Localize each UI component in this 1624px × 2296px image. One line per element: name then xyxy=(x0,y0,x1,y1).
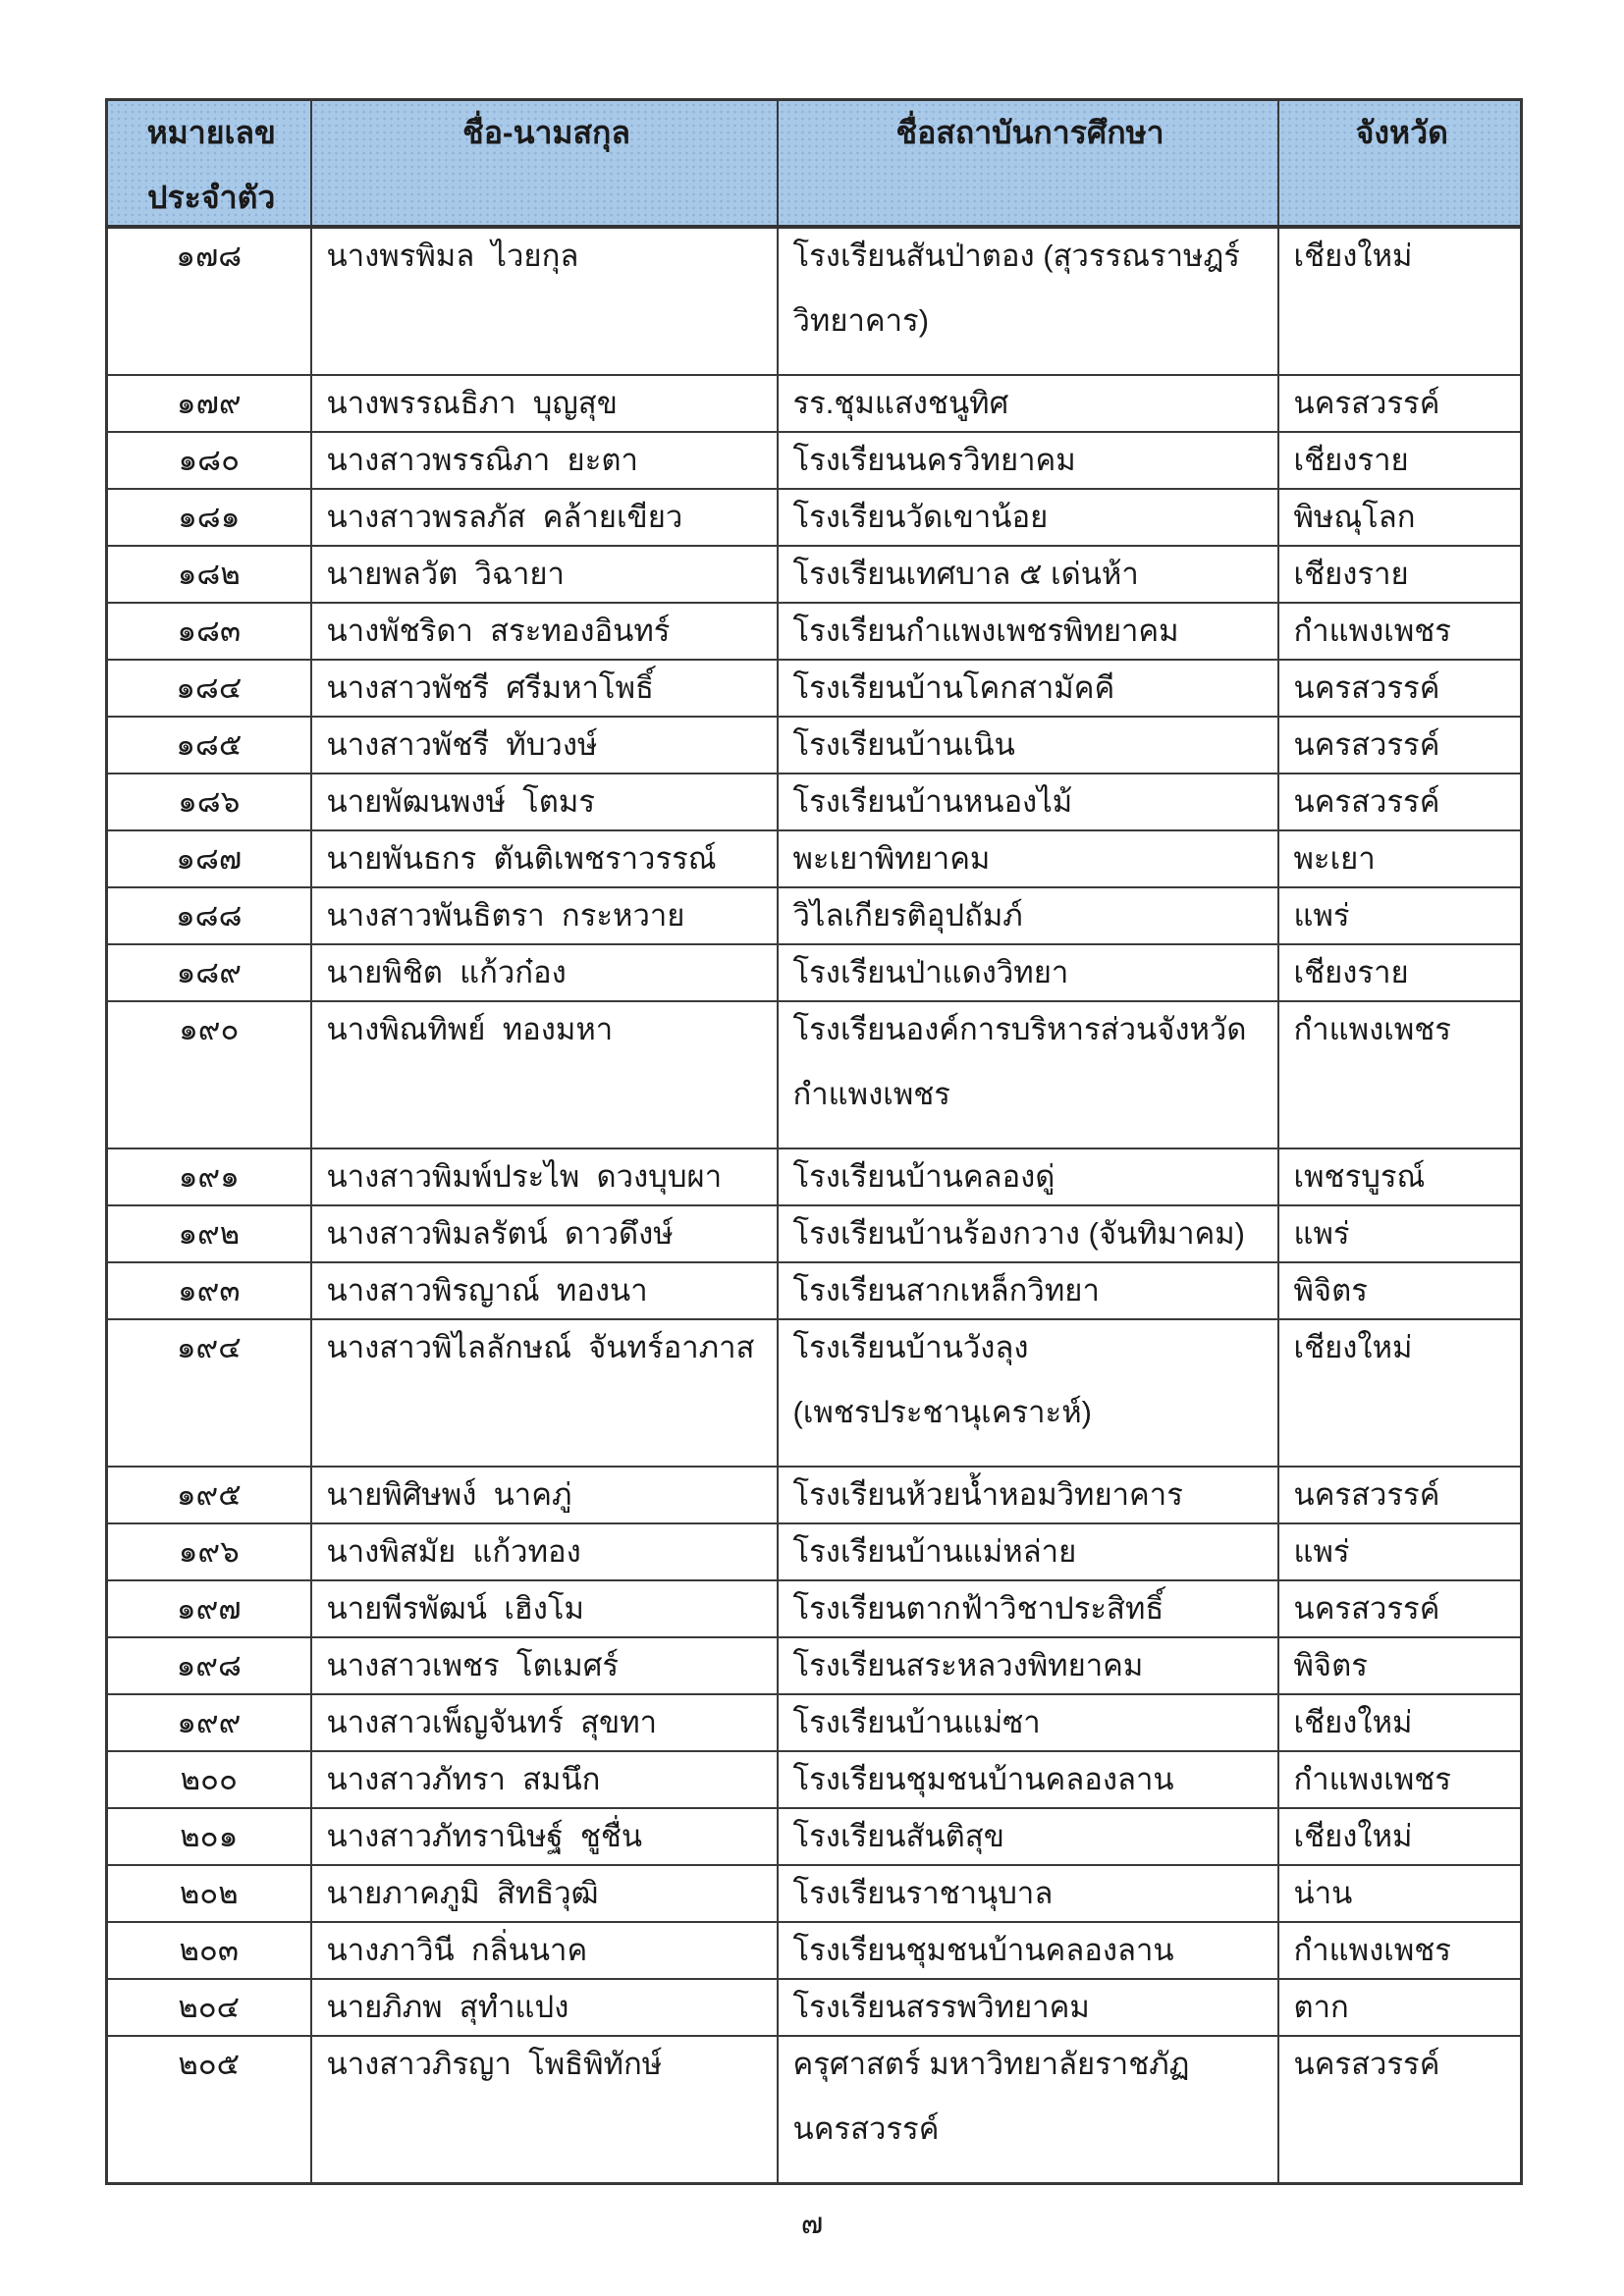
institution-cell xyxy=(778,660,1278,717)
cell-line: ๑๘๗ xyxy=(176,841,243,876)
name-cell xyxy=(311,546,778,603)
cell-line: แพร่ xyxy=(1293,1534,1350,1569)
province-cell xyxy=(1278,717,1522,774)
name-cell xyxy=(311,1205,778,1262)
id-cell xyxy=(107,1580,311,1637)
cell-line: ตาก xyxy=(1293,1990,1349,2024)
id-cell xyxy=(107,432,311,489)
cell-line: โรงเรียนบ้านร้องกวาง (จันทิมาคม) xyxy=(792,1216,1246,1251)
cell-line: นายภิภพ สุทำแปง xyxy=(326,1990,569,2024)
table-row xyxy=(107,489,1522,546)
table-row xyxy=(107,227,1522,375)
cell-line: นางพิสมัย แก้วทอง xyxy=(326,1534,581,1569)
province-cell xyxy=(1278,1205,1522,1262)
cell-line: นางสาวเพชร โตเมศร์ xyxy=(326,1648,620,1682)
province-cell xyxy=(1278,1319,1522,1467)
cell-line: โรงเรียนบ้านหนองไม้ xyxy=(792,784,1073,819)
table-row xyxy=(107,1205,1522,1262)
cell-line: ๑๗๘ xyxy=(176,239,243,273)
cell-line: ๑๘๙ xyxy=(176,955,242,989)
cell-line: นายพิศิษพง์ นาคภู่ xyxy=(326,1477,572,1512)
cell-line: ๑๙๖ xyxy=(178,1534,240,1569)
province-cell xyxy=(1278,1148,1522,1205)
province-cell xyxy=(1278,1694,1522,1751)
cell-line: เชียงใหม่ xyxy=(1293,1705,1413,1739)
cell-line: น่าน xyxy=(1293,1876,1353,1910)
institution-cell xyxy=(778,944,1278,1001)
id-cell xyxy=(107,1001,311,1148)
province-cell xyxy=(1278,1751,1522,1808)
institution-cell xyxy=(778,489,1278,546)
cell-line: นางพัชริดา สระทองอินทร์ xyxy=(326,614,671,648)
institution-cell xyxy=(778,1148,1278,1205)
cell-line: ๑๙๘ xyxy=(176,1648,242,1682)
table-row xyxy=(107,1262,1522,1319)
id-cell xyxy=(107,1523,311,1580)
id-cell xyxy=(107,546,311,603)
cell-line: โรงเรียนสากเหล็กวิทยา xyxy=(792,1273,1100,1308)
cell-line: โรงเรียนบ้านคลองดู่ xyxy=(792,1159,1056,1194)
cell-line: ๒๐๐ xyxy=(180,1762,238,1796)
header-line: จังหวัด xyxy=(1355,115,1448,150)
cell-line: โรงเรียนสระหลวงพิทยาคม xyxy=(792,1648,1144,1682)
cell-line: นครสวรรค์ xyxy=(1293,1591,1440,1626)
province-cell xyxy=(1278,774,1522,830)
cell-line: นางสาวภัทรา สมนึก xyxy=(326,1762,601,1796)
cell-line: นางพรพิมล ไวยกุล xyxy=(326,239,579,273)
table-row xyxy=(107,375,1522,432)
cell-line: โรงเรียนวัดเขาน้อย xyxy=(792,500,1049,534)
cell-line: ๒๐๑ xyxy=(180,1819,239,1853)
header-line: ประจำตัว xyxy=(147,180,276,215)
table-row xyxy=(107,774,1522,830)
cell-line: เพชรบูรณ์ xyxy=(1293,1159,1426,1194)
name-cell xyxy=(311,1637,778,1694)
table-body xyxy=(107,227,1522,2184)
cell-line: วิทยาคาร) xyxy=(792,303,930,338)
cell-line: ๑๙๕ xyxy=(176,1477,242,1512)
cell-line: ๑๙๙ xyxy=(177,1705,242,1739)
id-cell xyxy=(107,660,311,717)
institution-cell xyxy=(778,1751,1278,1808)
name-cell xyxy=(311,432,778,489)
cell-line: นายพันธกร ตันติเพชราวรรณ์ xyxy=(326,841,717,876)
institution-cell xyxy=(778,1523,1278,1580)
table-row xyxy=(107,603,1522,660)
institution-cell xyxy=(778,1467,1278,1523)
cell-line: แพร่ xyxy=(1293,1216,1350,1251)
cell-line: โรงเรียนตากฟ้าวิชาประสิทธิ์ xyxy=(792,1591,1164,1626)
name-cell xyxy=(311,1262,778,1319)
header-line: ชื่อ-นามสกุล xyxy=(461,115,631,150)
province-cell xyxy=(1278,1580,1522,1637)
province-cell xyxy=(1278,2036,1522,2184)
province-cell xyxy=(1278,830,1522,887)
cell-line: โรงเรียนสันติสุข xyxy=(792,1819,1004,1853)
cell-line: นครสวรรค์ xyxy=(1293,784,1440,819)
province-cell xyxy=(1278,1808,1522,1865)
cell-line: ๑๘๓ xyxy=(177,614,242,648)
province-cell xyxy=(1278,887,1522,944)
name-cell xyxy=(311,717,778,774)
id-cell xyxy=(107,887,311,944)
id-cell xyxy=(107,1205,311,1262)
id-cell xyxy=(107,774,311,830)
cell-line: นครสวรรค์ xyxy=(1293,1477,1440,1512)
cell-line: นครสวรรค์ xyxy=(792,2111,940,2146)
cell-line: เชียงราย xyxy=(1293,557,1409,591)
institution-cell xyxy=(778,1205,1278,1262)
cell-line: พิจิตร xyxy=(1293,1648,1368,1682)
province-cell xyxy=(1278,432,1522,489)
id-cell xyxy=(107,489,311,546)
id-cell xyxy=(107,1467,311,1523)
id-cell xyxy=(107,1808,311,1865)
province-cell xyxy=(1278,1922,1522,1979)
institution-cell xyxy=(778,546,1278,603)
id-cell xyxy=(107,1979,311,2036)
id-cell xyxy=(107,1694,311,1751)
cell-line: นางสาวพรรณิภา ยะตา xyxy=(326,443,638,477)
cell-line: นางพรรณธิภา บุญสุข xyxy=(326,386,618,420)
province-cell xyxy=(1278,1467,1522,1523)
province-cell xyxy=(1278,546,1522,603)
table-row xyxy=(107,432,1522,489)
cell-line: โรงเรียนบ้านวังลุง xyxy=(792,1330,1029,1364)
cell-line: พิษณุโลก xyxy=(1293,500,1416,534)
province-cell xyxy=(1278,1262,1522,1319)
table-row xyxy=(107,717,1522,774)
institution-cell xyxy=(778,1922,1278,1979)
cell-line: ๒๐๕ xyxy=(178,2047,241,2081)
cell-line: โรงเรียนกำแพงเพชรพิทยาคม xyxy=(792,614,1179,648)
name-cell xyxy=(311,603,778,660)
table-row xyxy=(107,1467,1522,1523)
cell-line: โรงเรียนชุมชนบ้านคลองลาน xyxy=(792,1933,1174,1967)
table-row xyxy=(107,1580,1522,1637)
page-number: ๗ xyxy=(800,2208,824,2240)
cell-line: นางสาวพรลภัส คล้ายเขียว xyxy=(326,500,683,534)
cell-line: เชียงราย xyxy=(1293,955,1409,989)
cell-line: กำแพงเพชร xyxy=(792,1077,950,1111)
institution-cell xyxy=(778,227,1278,375)
institution-cell xyxy=(778,1808,1278,1865)
name-cell xyxy=(311,1922,778,1979)
table-row xyxy=(107,1751,1522,1808)
header-line: หมายเลข xyxy=(146,115,276,150)
table-row xyxy=(107,1922,1522,1979)
institution-cell xyxy=(778,1319,1278,1467)
province-cell xyxy=(1278,660,1522,717)
cell-line: นางสาวพิรญาณ์ ทองนา xyxy=(326,1273,648,1308)
cell-line: นางสาวพิมพ์ประไพ ดวงบุบผา xyxy=(326,1159,723,1194)
name-cell xyxy=(311,2036,778,2184)
table-row xyxy=(107,1001,1522,1148)
id-cell xyxy=(107,1319,311,1467)
cell-line: นางพิณทิพย์ ทองมหา xyxy=(326,1012,614,1046)
name-cell xyxy=(311,1523,778,1580)
cell-line: นครสวรรค์ xyxy=(1293,2047,1440,2081)
cell-line: นายพีรพัฒน์ เฮิงโม xyxy=(326,1591,584,1626)
cell-line: นางสาวพิมลรัตน์ ดาวดึงษ์ xyxy=(326,1216,674,1251)
id-cell xyxy=(107,375,311,432)
col-header-id-number xyxy=(107,100,311,228)
cell-line: ๑๘๔ xyxy=(176,670,243,705)
cell-line: นางสาวพิไลลักษณ์ จันทร์อาภาส xyxy=(326,1330,755,1364)
id-cell xyxy=(107,2036,311,2184)
province-cell xyxy=(1278,1865,1522,1922)
name-cell xyxy=(311,1694,778,1751)
name-cell xyxy=(311,1148,778,1205)
cell-line: โรงเรียนบ้านแม่ซา xyxy=(792,1705,1041,1739)
cell-line: นครสวรรค์ xyxy=(1293,727,1440,762)
institution-cell xyxy=(778,887,1278,944)
cell-line: นายพัฒนพงษ์ โตมร xyxy=(326,784,595,819)
name-cell xyxy=(311,1979,778,2036)
institution-cell xyxy=(778,717,1278,774)
cell-line: เชียงใหม่ xyxy=(1293,1819,1413,1853)
cell-line: ๑๘๕ xyxy=(176,727,243,762)
cell-line: โรงเรียนห้วยน้ำหอมวิทยาคาร xyxy=(792,1477,1183,1512)
cell-line: นครสวรรค์ xyxy=(1293,386,1440,420)
province-cell xyxy=(1278,489,1522,546)
cell-line: ๑๘๑ xyxy=(178,500,241,534)
id-cell xyxy=(107,1637,311,1694)
table-row xyxy=(107,1523,1522,1580)
cell-line: รร.ชุมแสงชนูทิศ xyxy=(792,386,1009,420)
province-cell xyxy=(1278,1979,1522,2036)
institution-cell xyxy=(778,1694,1278,1751)
cell-line: โรงเรียนป่าแดงวิทยา xyxy=(792,955,1069,989)
table-row xyxy=(107,660,1522,717)
cell-line: พะเยา xyxy=(1293,841,1376,876)
name-cell xyxy=(311,944,778,1001)
id-cell xyxy=(107,1751,311,1808)
name-cell xyxy=(311,227,778,375)
cell-line: ๑๙๔ xyxy=(176,1330,242,1364)
col-header-name xyxy=(311,100,778,228)
table-row xyxy=(107,1148,1522,1205)
cell-line: พะเยาพิทยาคม xyxy=(792,841,991,876)
table-row xyxy=(107,830,1522,887)
id-cell xyxy=(107,603,311,660)
institution-cell xyxy=(778,1637,1278,1694)
institution-cell xyxy=(778,375,1278,432)
cell-line: ๑๙๓ xyxy=(177,1273,241,1308)
province-cell xyxy=(1278,1523,1522,1580)
institution-cell xyxy=(778,2036,1278,2184)
province-cell xyxy=(1278,375,1522,432)
id-cell xyxy=(107,1262,311,1319)
header-line: ชื่อสถาบันการศึกษา xyxy=(895,115,1164,150)
cell-line: นางสาวเพ็ญจันทร์ สุขทา xyxy=(326,1705,658,1739)
table-row xyxy=(107,1694,1522,1751)
institution-cell xyxy=(778,1001,1278,1148)
table-row xyxy=(107,887,1522,944)
cell-line: พิจิตร xyxy=(1293,1273,1368,1308)
id-cell xyxy=(107,1148,311,1205)
cell-line: นางสาวภิรญา โพธิพิทักษ์ xyxy=(326,2047,663,2081)
table-row xyxy=(107,1865,1522,1922)
cell-line: โรงเรียนชุมชนบ้านคลองลาน xyxy=(792,1762,1174,1796)
institution-cell xyxy=(778,1979,1278,2036)
cell-line: นายภาคภูมิ สิทธิวุฒิ xyxy=(326,1876,599,1910)
cell-line: ๑๘๖ xyxy=(178,784,241,819)
cell-line: โรงเรียนองค์การบริหารส่วนจังหวัด xyxy=(792,1012,1247,1046)
cell-line: นางภาวินี กลิ่นนาค xyxy=(326,1933,588,1967)
name-cell xyxy=(311,887,778,944)
id-cell xyxy=(107,717,311,774)
cell-line: นางสาวภัทรานิษฐ์ ชูชื่น xyxy=(326,1819,643,1853)
cell-line: แพร่ xyxy=(1293,898,1350,933)
cell-line: โรงเรียนสันป่าตอง (สุวรรณราษฎร์ xyxy=(792,239,1240,273)
id-cell xyxy=(107,1865,311,1922)
table-row xyxy=(107,2036,1522,2184)
cell-line: (เพชรประชานุเคราะห์) xyxy=(792,1395,1092,1429)
institution-cell xyxy=(778,1580,1278,1637)
cell-line: ๑๘๒ xyxy=(177,557,241,591)
name-cell xyxy=(311,1865,778,1922)
province-cell xyxy=(1278,603,1522,660)
cell-line: ๒๐๔ xyxy=(178,1990,241,2024)
cell-line: นางสาวพันธิตรา กระหวาย xyxy=(326,898,685,933)
id-cell xyxy=(107,944,311,1001)
cell-line: กำแพงเพชร xyxy=(1293,1012,1451,1046)
province-cell xyxy=(1278,1637,1522,1694)
name-cell xyxy=(311,1467,778,1523)
cell-line: กำแพงเพชร xyxy=(1293,1933,1451,1967)
province-cell xyxy=(1278,227,1522,375)
id-cell xyxy=(107,227,311,375)
name-cell xyxy=(311,1580,778,1637)
province-cell xyxy=(1278,944,1522,1001)
name-cell xyxy=(311,489,778,546)
cell-line: นายพลวัต วิฉายา xyxy=(326,557,565,591)
cell-line: ๒๐๒ xyxy=(179,1876,239,1910)
institution-cell xyxy=(778,432,1278,489)
cell-line: ๑๗๙ xyxy=(176,386,242,420)
name-cell xyxy=(311,1001,778,1148)
cell-line: ๑๙๗ xyxy=(176,1591,242,1626)
table-row xyxy=(107,1319,1522,1467)
table-row xyxy=(107,1979,1522,2036)
table-row xyxy=(107,1808,1522,1865)
cell-line: ๑๙๒ xyxy=(178,1216,241,1251)
cell-line: นางสาวพัชรี ทับวงษ์ xyxy=(326,727,598,762)
cell-line: โรงเรียนราชานุบาล xyxy=(792,1876,1054,1910)
name-cell xyxy=(311,375,778,432)
cell-line: ๑๙๐ xyxy=(179,1012,240,1046)
cell-line: โรงเรียนบ้านโคกสามัคคี xyxy=(792,670,1115,705)
cell-line: ๑๘๐ xyxy=(178,443,240,477)
cell-line: วิไลเกียรติอุปถัมภ์ xyxy=(792,898,1023,933)
registrants-table xyxy=(105,98,1523,2185)
cell-line: เชียงราย xyxy=(1293,443,1409,477)
name-cell xyxy=(311,830,778,887)
name-cell xyxy=(311,774,778,830)
header-row xyxy=(107,100,1522,228)
name-cell xyxy=(311,1751,778,1808)
id-cell xyxy=(107,1922,311,1979)
cell-line: โรงเรียนบ้านเนิน xyxy=(792,727,1015,762)
cell-line: โรงเรียนบ้านแม่หล่าย xyxy=(792,1534,1077,1569)
table-row xyxy=(107,944,1522,1001)
cell-line: นครสวรรค์ xyxy=(1293,670,1440,705)
table-row xyxy=(107,546,1522,603)
institution-cell xyxy=(778,1865,1278,1922)
col-header-institution xyxy=(778,100,1278,228)
table-row xyxy=(107,1637,1522,1694)
cell-line: ครุศาสตร์ มหาวิทยาลัยราชภัฏ xyxy=(792,2047,1190,2081)
institution-cell xyxy=(778,1262,1278,1319)
col-header-province xyxy=(1278,100,1522,228)
name-cell xyxy=(311,660,778,717)
province-cell xyxy=(1278,1001,1522,1148)
cell-line: กำแพงเพชร xyxy=(1293,614,1451,648)
cell-line: ๒๐๓ xyxy=(179,1933,240,1967)
institution-cell xyxy=(778,830,1278,887)
cell-line: เชียงใหม่ xyxy=(1293,239,1413,273)
id-cell xyxy=(107,830,311,887)
cell-line: ๑๙๑ xyxy=(178,1159,240,1194)
institution-cell xyxy=(778,774,1278,830)
cell-line: โรงเรียนสรรพวิทยาคม xyxy=(792,1990,1090,2024)
cell-line: เชียงใหม่ xyxy=(1293,1330,1413,1364)
cell-line: กำแพงเพชร xyxy=(1293,1762,1451,1796)
name-cell xyxy=(311,1808,778,1865)
cell-line: โรงเรียนเทศบาล ๕ เด่นห้า xyxy=(792,557,1139,591)
cell-line: ๑๘๘ xyxy=(175,898,243,933)
cell-line: นายพิชิต แก้วก๋อง xyxy=(326,955,567,989)
cell-line: โรงเรียนนครวิทยาคม xyxy=(792,443,1076,477)
table-header xyxy=(107,100,1522,228)
institution-cell xyxy=(778,603,1278,660)
cell-line: นางสาวพัชรี ศรีมหาโพธิ์ xyxy=(326,670,654,705)
name-cell xyxy=(311,1319,778,1467)
